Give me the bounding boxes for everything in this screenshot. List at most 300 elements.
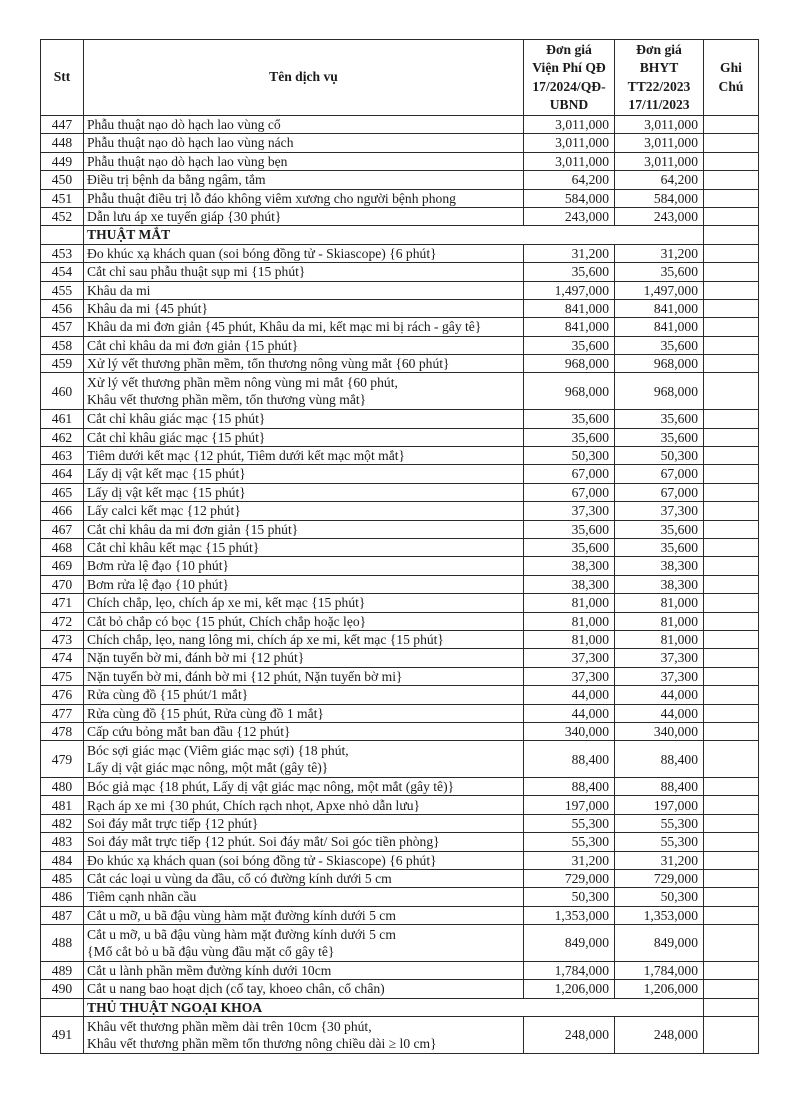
price-bhyt-cell: 50,300 bbox=[615, 447, 704, 465]
service-name-cell bbox=[84, 373, 524, 410]
stt-cell: 470 bbox=[41, 575, 84, 593]
service-name-cell bbox=[84, 539, 524, 557]
note-cell bbox=[704, 575, 759, 593]
stt-cell: 490 bbox=[41, 980, 84, 998]
price-vien-phi-cell: 968,000 bbox=[524, 373, 615, 410]
price-vien-phi-cell: 729,000 bbox=[524, 870, 615, 888]
table-row bbox=[41, 575, 759, 593]
service-name-cell bbox=[84, 796, 524, 814]
price-bhyt-cell: 35,600 bbox=[615, 410, 704, 428]
table-row bbox=[41, 336, 759, 354]
table-row bbox=[41, 502, 759, 520]
price-bhyt-cell: 55,300 bbox=[615, 814, 704, 832]
service-name-line: Phẫu thuật nạo dò hạch lao vùng nách bbox=[87, 135, 294, 151]
table-row bbox=[41, 116, 759, 134]
price-bhyt-cell: 584,000 bbox=[615, 189, 704, 207]
note-cell bbox=[704, 152, 759, 170]
stt-cell: 469 bbox=[41, 557, 84, 575]
table-row bbox=[41, 483, 759, 501]
table-row bbox=[41, 925, 759, 962]
service-name-line: Nặn tuyến bờ mi, đánh bờ mi {12 phút} bbox=[87, 650, 305, 666]
service-name-line: Phẫu thuật nạo dò hạch lao vùng bẹn bbox=[87, 153, 288, 169]
price-vien-phi-cell: 35,600 bbox=[524, 428, 615, 446]
note-cell bbox=[704, 814, 759, 832]
service-name-cell bbox=[84, 189, 524, 207]
service-name-cell bbox=[84, 594, 524, 612]
stt-cell: 461 bbox=[41, 410, 84, 428]
stt-cell: 459 bbox=[41, 355, 84, 373]
note-cell bbox=[704, 833, 759, 851]
price-vien-phi-cell: 31,200 bbox=[524, 851, 615, 869]
stt-cell: 482 bbox=[41, 814, 84, 832]
price-bhyt-cell: 81,000 bbox=[615, 594, 704, 612]
note-cell bbox=[704, 778, 759, 796]
stt-cell: 455 bbox=[41, 281, 84, 299]
service-name-line: Soi đáy mắt trực tiếp {12 phút} bbox=[87, 815, 259, 831]
stt-cell: 468 bbox=[41, 539, 84, 557]
stt-cell: 488 bbox=[41, 925, 84, 962]
service-name-cell bbox=[84, 465, 524, 483]
service-name-line: Lấy dị vật kết mạc {15 phút} bbox=[87, 466, 246, 482]
service-name-line: Rạch áp xe mi {30 phút, Chích rạch nhọt, Apxe nhỏ dẫn lưu} bbox=[87, 797, 421, 813]
price-bhyt-cell: 67,000 bbox=[615, 483, 704, 501]
stt-cell: 474 bbox=[41, 649, 84, 667]
price-bhyt-cell: 37,300 bbox=[615, 502, 704, 520]
table-row bbox=[41, 557, 759, 575]
service-name-line: Cắt chỉ khâu kết mạc {15 phút} bbox=[87, 540, 260, 556]
price-bhyt-cell: 197,000 bbox=[615, 796, 704, 814]
service-name-line: Đo khúc xạ khách quan (soi bóng đồng tử - Skiascope) {6 phút} bbox=[87, 852, 437, 868]
price-bhyt-cell: 67,000 bbox=[615, 465, 704, 483]
service-name-cell bbox=[84, 520, 524, 538]
price-vien-phi-cell: 37,300 bbox=[524, 502, 615, 520]
service-name-line: Chích chắp, lẹo, chích áp xe mi, kết mạc {15 phút} bbox=[87, 595, 366, 611]
price-vien-phi-cell: 340,000 bbox=[524, 722, 615, 740]
stt-cell: 450 bbox=[41, 171, 84, 189]
service-name-line: Dẫn lưu áp xe tuyến giáp {30 phút} bbox=[87, 209, 282, 224]
section-title: THUẬT MẮT bbox=[84, 226, 704, 244]
price-bhyt-cell: 3,011,000 bbox=[615, 152, 704, 170]
service-name-line: Cắt bỏ chắp có bọc {15 phút, Chích chắp hoặc lẹo} bbox=[87, 613, 367, 629]
price-bhyt-cell: 35,600 bbox=[615, 428, 704, 446]
stt-cell: 460 bbox=[41, 373, 84, 410]
service-name-cell bbox=[84, 299, 524, 317]
price-vien-phi-cell: 243,000 bbox=[524, 207, 615, 225]
service-name-line: Khâu da mi {45 phút} bbox=[87, 300, 209, 316]
service-name-line: Bơm rửa lệ đạo {10 phút} bbox=[87, 576, 229, 592]
price-bhyt-cell: 44,000 bbox=[615, 686, 704, 704]
price-bhyt-cell: 31,200 bbox=[615, 851, 704, 869]
note-cell bbox=[704, 373, 759, 410]
service-name-cell bbox=[84, 704, 524, 722]
price-bhyt-cell: 55,300 bbox=[615, 833, 704, 851]
stt-cell: 453 bbox=[41, 244, 84, 262]
stt-cell: 466 bbox=[41, 502, 84, 520]
header-line: 17/11/2023 bbox=[628, 97, 690, 112]
service-name-line: Cắt chỉ khâu da mi đơn giản {15 phút} bbox=[87, 337, 299, 353]
service-name-line: Đo khúc xạ khách quan (soi bóng đồng tử - Skiascope) {6 phút} bbox=[87, 245, 437, 261]
service-name-line: Cắt u mỡ, u bã đậu vùng hàm mặt đường kính dưới 5 cm bbox=[87, 926, 396, 942]
price-bhyt-cell: 37,300 bbox=[615, 649, 704, 667]
service-name-line: Khâu vết thương phần mềm tổn thương nông chiều dài ≥ l0 cm} bbox=[87, 1036, 437, 1052]
price-bhyt-cell: 81,000 bbox=[615, 612, 704, 630]
price-vien-phi-cell: 88,400 bbox=[524, 778, 615, 796]
service-name-cell bbox=[84, 557, 524, 575]
service-name-line: Phẫu thuật điều trị lỗ đáo không viêm xương cho người bệnh phong bbox=[87, 190, 456, 206]
note-cell bbox=[704, 355, 759, 373]
table-row bbox=[41, 465, 759, 483]
note-cell bbox=[704, 134, 759, 152]
service-name-line: Lấy dị vật kết mạc {15 phút} bbox=[87, 484, 246, 500]
stt-cell: 471 bbox=[41, 594, 84, 612]
header-note bbox=[704, 40, 759, 116]
section-stt-empty bbox=[41, 226, 84, 244]
service-name-cell bbox=[84, 171, 524, 189]
table-row bbox=[41, 814, 759, 832]
table-row bbox=[41, 428, 759, 446]
service-name-line: Phẫu thuật nạo dò hạch lao vùng cổ bbox=[87, 117, 281, 133]
price-vien-phi-cell: 3,011,000 bbox=[524, 116, 615, 134]
service-name-line: Xử lý vết thương phần mềm, tổn thương nông vùng mắt {60 phút} bbox=[87, 356, 450, 372]
service-name-cell bbox=[84, 483, 524, 501]
service-name-line: Lấy calci kết mạc {12 phút} bbox=[87, 503, 241, 519]
price-vien-phi-cell: 81,000 bbox=[524, 594, 615, 612]
table-row bbox=[41, 722, 759, 740]
table-row bbox=[41, 851, 759, 869]
price-vien-phi-cell: 35,600 bbox=[524, 520, 615, 538]
table-row bbox=[41, 1017, 759, 1054]
service-name-cell bbox=[84, 962, 524, 980]
service-name-cell bbox=[84, 612, 524, 630]
table-row bbox=[41, 906, 759, 924]
price-vien-phi-cell: 35,600 bbox=[524, 410, 615, 428]
service-name-cell bbox=[84, 207, 524, 225]
note-cell bbox=[704, 171, 759, 189]
service-name-cell bbox=[84, 281, 524, 299]
service-name-line: Khâu da mi bbox=[87, 282, 151, 298]
service-price-table bbox=[40, 39, 759, 1054]
price-bhyt-cell: 64,200 bbox=[615, 171, 704, 189]
note-cell bbox=[704, 244, 759, 262]
note-cell bbox=[704, 962, 759, 980]
header-line: Chú bbox=[718, 78, 744, 94]
service-name-line: Bóc sợi giác mạc (Viêm giác mạc sợi) {18 phút, bbox=[87, 742, 349, 758]
service-name-line: Xử lý vết thương phần mềm nông vùng mi mắt {60 phút, bbox=[87, 375, 398, 391]
service-name-cell bbox=[84, 667, 524, 685]
service-name-cell bbox=[84, 888, 524, 906]
stt-cell: 479 bbox=[41, 741, 84, 778]
stt-cell: 447 bbox=[41, 116, 84, 134]
stt-cell: 485 bbox=[41, 870, 84, 888]
note-cell bbox=[704, 722, 759, 740]
note-cell bbox=[704, 612, 759, 630]
service-name-line: Cắt u lành phần mềm đường kính dưới 10cm bbox=[87, 963, 332, 979]
price-vien-phi-cell: 35,600 bbox=[524, 263, 615, 281]
stt-cell: 467 bbox=[41, 520, 84, 538]
note-cell bbox=[704, 667, 759, 685]
stt-cell: 487 bbox=[41, 906, 84, 924]
note-cell bbox=[704, 410, 759, 428]
service-name-line: Tiêm dưới kết mạc {12 phút, Tiêm dưới kết mạc một mắt} bbox=[87, 448, 406, 464]
note-cell bbox=[704, 998, 759, 1016]
price-vien-phi-cell: 849,000 bbox=[524, 925, 615, 962]
header-line: 17/2024/QĐ- bbox=[532, 78, 606, 94]
price-vien-phi-cell: 31,200 bbox=[524, 244, 615, 262]
table-header-row bbox=[41, 40, 759, 116]
note-cell bbox=[704, 649, 759, 667]
table-row bbox=[41, 594, 759, 612]
service-name-cell bbox=[84, 778, 524, 796]
note-cell bbox=[704, 318, 759, 336]
note-cell bbox=[704, 557, 759, 575]
note-cell bbox=[704, 741, 759, 778]
table-row bbox=[41, 355, 759, 373]
stt-cell: 489 bbox=[41, 962, 84, 980]
table-row bbox=[41, 833, 759, 851]
stt-cell: 449 bbox=[41, 152, 84, 170]
price-bhyt-cell: 35,600 bbox=[615, 263, 704, 281]
stt-cell: 484 bbox=[41, 851, 84, 869]
note-cell bbox=[704, 189, 759, 207]
price-bhyt-cell: 50,300 bbox=[615, 888, 704, 906]
price-vien-phi-cell: 1,497,000 bbox=[524, 281, 615, 299]
price-bhyt-cell: 37,300 bbox=[615, 667, 704, 685]
price-bhyt-cell: 968,000 bbox=[615, 373, 704, 410]
table-row bbox=[41, 520, 759, 538]
stt-cell: 462 bbox=[41, 428, 84, 446]
price-bhyt-cell: 31,200 bbox=[615, 244, 704, 262]
price-bhyt-cell: 88,400 bbox=[615, 741, 704, 778]
note-cell bbox=[704, 207, 759, 225]
note-cell bbox=[704, 906, 759, 924]
table-row bbox=[41, 152, 759, 170]
price-vien-phi-cell: 3,011,000 bbox=[524, 152, 615, 170]
header-line: Đơn giá bbox=[636, 41, 682, 57]
price-vien-phi-cell: 50,300 bbox=[524, 447, 615, 465]
stt-cell: 465 bbox=[41, 483, 84, 501]
price-vien-phi-cell: 197,000 bbox=[524, 796, 615, 814]
price-bhyt-cell: 38,300 bbox=[615, 557, 704, 575]
header-line: Đơn giá bbox=[546, 41, 592, 57]
service-name-line: {Mổ cắt bỏ u bã đậu vùng đầu mặt cổ gây tê} bbox=[87, 944, 335, 960]
price-vien-phi-cell: 584,000 bbox=[524, 189, 615, 207]
note-cell bbox=[704, 888, 759, 906]
service-name-line: Bơm rửa lệ đạo {10 phút} bbox=[87, 558, 229, 574]
price-vien-phi-cell: 88,400 bbox=[524, 741, 615, 778]
note-cell bbox=[704, 870, 759, 888]
service-name-line: Khâu vết thương phần mềm dài trên 10cm {30 phút, bbox=[87, 1018, 372, 1034]
note-cell bbox=[704, 447, 759, 465]
header-line: UBND bbox=[549, 97, 589, 112]
stt-cell: 454 bbox=[41, 263, 84, 281]
price-vien-phi-cell: 38,300 bbox=[524, 557, 615, 575]
note-cell bbox=[704, 116, 759, 134]
note-cell bbox=[704, 704, 759, 722]
service-name-cell bbox=[84, 980, 524, 998]
price-bhyt-cell: 248,000 bbox=[615, 1017, 704, 1054]
table-row bbox=[41, 281, 759, 299]
stt-cell: 483 bbox=[41, 833, 84, 851]
table-row bbox=[41, 796, 759, 814]
note-cell bbox=[704, 428, 759, 446]
price-vien-phi-cell: 37,300 bbox=[524, 649, 615, 667]
stt-cell: 481 bbox=[41, 796, 84, 814]
stt-cell: 458 bbox=[41, 336, 84, 354]
price-bhyt-cell: 3,011,000 bbox=[615, 116, 704, 134]
table-row bbox=[41, 134, 759, 152]
note-cell bbox=[704, 263, 759, 281]
table-row bbox=[41, 630, 759, 648]
stt-cell: 477 bbox=[41, 704, 84, 722]
header-stt: Stt bbox=[41, 40, 84, 116]
service-name-line: Lấy dị vật giác mạc nông, một mắt (gây tê)} bbox=[87, 760, 329, 776]
service-name-line: Cắt chỉ khâu da mi đơn giản {15 phút} bbox=[87, 521, 299, 537]
service-name-cell bbox=[84, 428, 524, 446]
stt-cell: 463 bbox=[41, 447, 84, 465]
note-cell bbox=[704, 980, 759, 998]
service-name-line: Khâu vết thương phần mềm, tổn thương vùng mắt} bbox=[87, 392, 367, 408]
price-bhyt-cell: 1,784,000 bbox=[615, 962, 704, 980]
service-name-cell bbox=[84, 447, 524, 465]
table-row bbox=[41, 778, 759, 796]
header-price-vien-phi bbox=[524, 40, 615, 116]
stt-cell: 475 bbox=[41, 667, 84, 685]
table-row bbox=[41, 741, 759, 778]
table-row bbox=[41, 263, 759, 281]
service-name-cell bbox=[84, 410, 524, 428]
table-row bbox=[41, 207, 759, 225]
price-bhyt-cell: 81,000 bbox=[615, 630, 704, 648]
price-bhyt-cell: 243,000 bbox=[615, 207, 704, 225]
note-cell bbox=[704, 299, 759, 317]
service-name-cell bbox=[84, 134, 524, 152]
stt-cell: 452 bbox=[41, 207, 84, 225]
service-name-cell bbox=[84, 336, 524, 354]
service-name-cell bbox=[84, 649, 524, 667]
service-name-cell bbox=[84, 263, 524, 281]
service-name-cell bbox=[84, 870, 524, 888]
table-row bbox=[41, 962, 759, 980]
table-row bbox=[41, 373, 759, 410]
service-name-line: Khâu da mi đơn giản {45 phút, Khâu da mi, kết mạc mi bị rách - gây tê} bbox=[87, 319, 482, 335]
price-bhyt-cell: 968,000 bbox=[615, 355, 704, 373]
note-cell bbox=[704, 520, 759, 538]
service-name-line: Cắt các loại u vùng da đầu, cổ có đường kính dưới 5 cm bbox=[87, 871, 392, 887]
price-vien-phi-cell: 38,300 bbox=[524, 575, 615, 593]
table-row bbox=[41, 299, 759, 317]
service-name-line: Cắt chỉ sau phẫu thuật sụp mi {15 phút} bbox=[87, 264, 306, 280]
stt-cell: 472 bbox=[41, 612, 84, 630]
stt-cell: 476 bbox=[41, 686, 84, 704]
price-table-page bbox=[40, 39, 759, 1054]
service-name-line: Cấp cứu bỏng mắt ban đầu {12 phút} bbox=[87, 723, 291, 739]
note-cell bbox=[704, 336, 759, 354]
service-name-cell bbox=[84, 116, 524, 134]
price-vien-phi-cell: 81,000 bbox=[524, 630, 615, 648]
price-bhyt-cell: 35,600 bbox=[615, 336, 704, 354]
note-cell bbox=[704, 539, 759, 557]
service-name-cell bbox=[84, 833, 524, 851]
price-bhyt-cell: 35,600 bbox=[615, 539, 704, 557]
price-bhyt-cell: 1,206,000 bbox=[615, 980, 704, 998]
service-name-cell bbox=[84, 1017, 524, 1054]
price-vien-phi-cell: 248,000 bbox=[524, 1017, 615, 1054]
service-name-cell bbox=[84, 318, 524, 336]
price-vien-phi-cell: 55,300 bbox=[524, 814, 615, 832]
header-line: BHYT bbox=[639, 60, 679, 75]
table-row bbox=[41, 704, 759, 722]
price-bhyt-cell: 849,000 bbox=[615, 925, 704, 962]
stt-cell: 486 bbox=[41, 888, 84, 906]
service-name-line: Bóc giả mạc {18 phút, Lấy dị vật giác mạc nông, một mắt (gây tê)} bbox=[87, 779, 455, 795]
header-service-name: Tên dịch vụ bbox=[84, 40, 524, 116]
price-vien-phi-cell: 37,300 bbox=[524, 667, 615, 685]
table-row bbox=[41, 888, 759, 906]
service-name-cell bbox=[84, 502, 524, 520]
price-vien-phi-cell: 50,300 bbox=[524, 888, 615, 906]
section-stt-empty bbox=[41, 998, 84, 1016]
service-name-cell bbox=[84, 722, 524, 740]
note-cell bbox=[704, 465, 759, 483]
section-row bbox=[41, 998, 759, 1016]
section-row bbox=[41, 226, 759, 244]
price-vien-phi-cell: 81,000 bbox=[524, 612, 615, 630]
service-name-line: Cắt chỉ khâu giác mạc {15 phút} bbox=[87, 411, 266, 427]
stt-cell: 473 bbox=[41, 630, 84, 648]
note-cell bbox=[704, 925, 759, 962]
price-vien-phi-cell: 67,000 bbox=[524, 465, 615, 483]
stt-cell: 464 bbox=[41, 465, 84, 483]
service-name-line: Tiêm cạnh nhãn cầu bbox=[87, 889, 197, 905]
price-vien-phi-cell: 67,000 bbox=[524, 483, 615, 501]
table-row bbox=[41, 410, 759, 428]
service-name-line: Rửa cùng đồ {15 phút/1 mắt} bbox=[87, 687, 249, 703]
service-name-cell bbox=[84, 906, 524, 924]
stt-cell: 457 bbox=[41, 318, 84, 336]
price-bhyt-cell: 35,600 bbox=[615, 520, 704, 538]
price-vien-phi-cell: 968,000 bbox=[524, 355, 615, 373]
price-vien-phi-cell: 64,200 bbox=[524, 171, 615, 189]
price-bhyt-cell: 841,000 bbox=[615, 299, 704, 317]
service-name-line: Rửa cùng đồ {15 phút, Rửa cùng đồ 1 mắt} bbox=[87, 705, 324, 721]
header-line: Viện Phí QĐ bbox=[532, 60, 606, 75]
table-row bbox=[41, 189, 759, 207]
table-row bbox=[41, 649, 759, 667]
price-vien-phi-cell: 44,000 bbox=[524, 686, 615, 704]
price-bhyt-cell: 1,353,000 bbox=[615, 906, 704, 924]
stt-cell: 478 bbox=[41, 722, 84, 740]
table-row bbox=[41, 244, 759, 262]
header-line: TT22/2023 bbox=[627, 78, 691, 94]
service-name-line: Điều trị bệnh da bằng ngâm, tắm bbox=[87, 172, 266, 188]
service-name-cell bbox=[84, 851, 524, 869]
price-bhyt-cell: 729,000 bbox=[615, 870, 704, 888]
price-vien-phi-cell: 35,600 bbox=[524, 539, 615, 557]
stt-cell: 491 bbox=[41, 1017, 84, 1054]
note-cell bbox=[704, 226, 759, 244]
stt-cell: 480 bbox=[41, 778, 84, 796]
table-row bbox=[41, 870, 759, 888]
service-name-cell bbox=[84, 630, 524, 648]
price-vien-phi-cell: 3,011,000 bbox=[524, 134, 615, 152]
price-vien-phi-cell: 1,353,000 bbox=[524, 906, 615, 924]
table-row bbox=[41, 318, 759, 336]
price-bhyt-cell: 841,000 bbox=[615, 318, 704, 336]
service-name-line: Cắt u nang bao hoạt dịch (cổ tay, khoeo chân, cổ chân) bbox=[87, 981, 385, 997]
note-cell bbox=[704, 1017, 759, 1054]
table-row bbox=[41, 667, 759, 685]
note-cell bbox=[704, 630, 759, 648]
